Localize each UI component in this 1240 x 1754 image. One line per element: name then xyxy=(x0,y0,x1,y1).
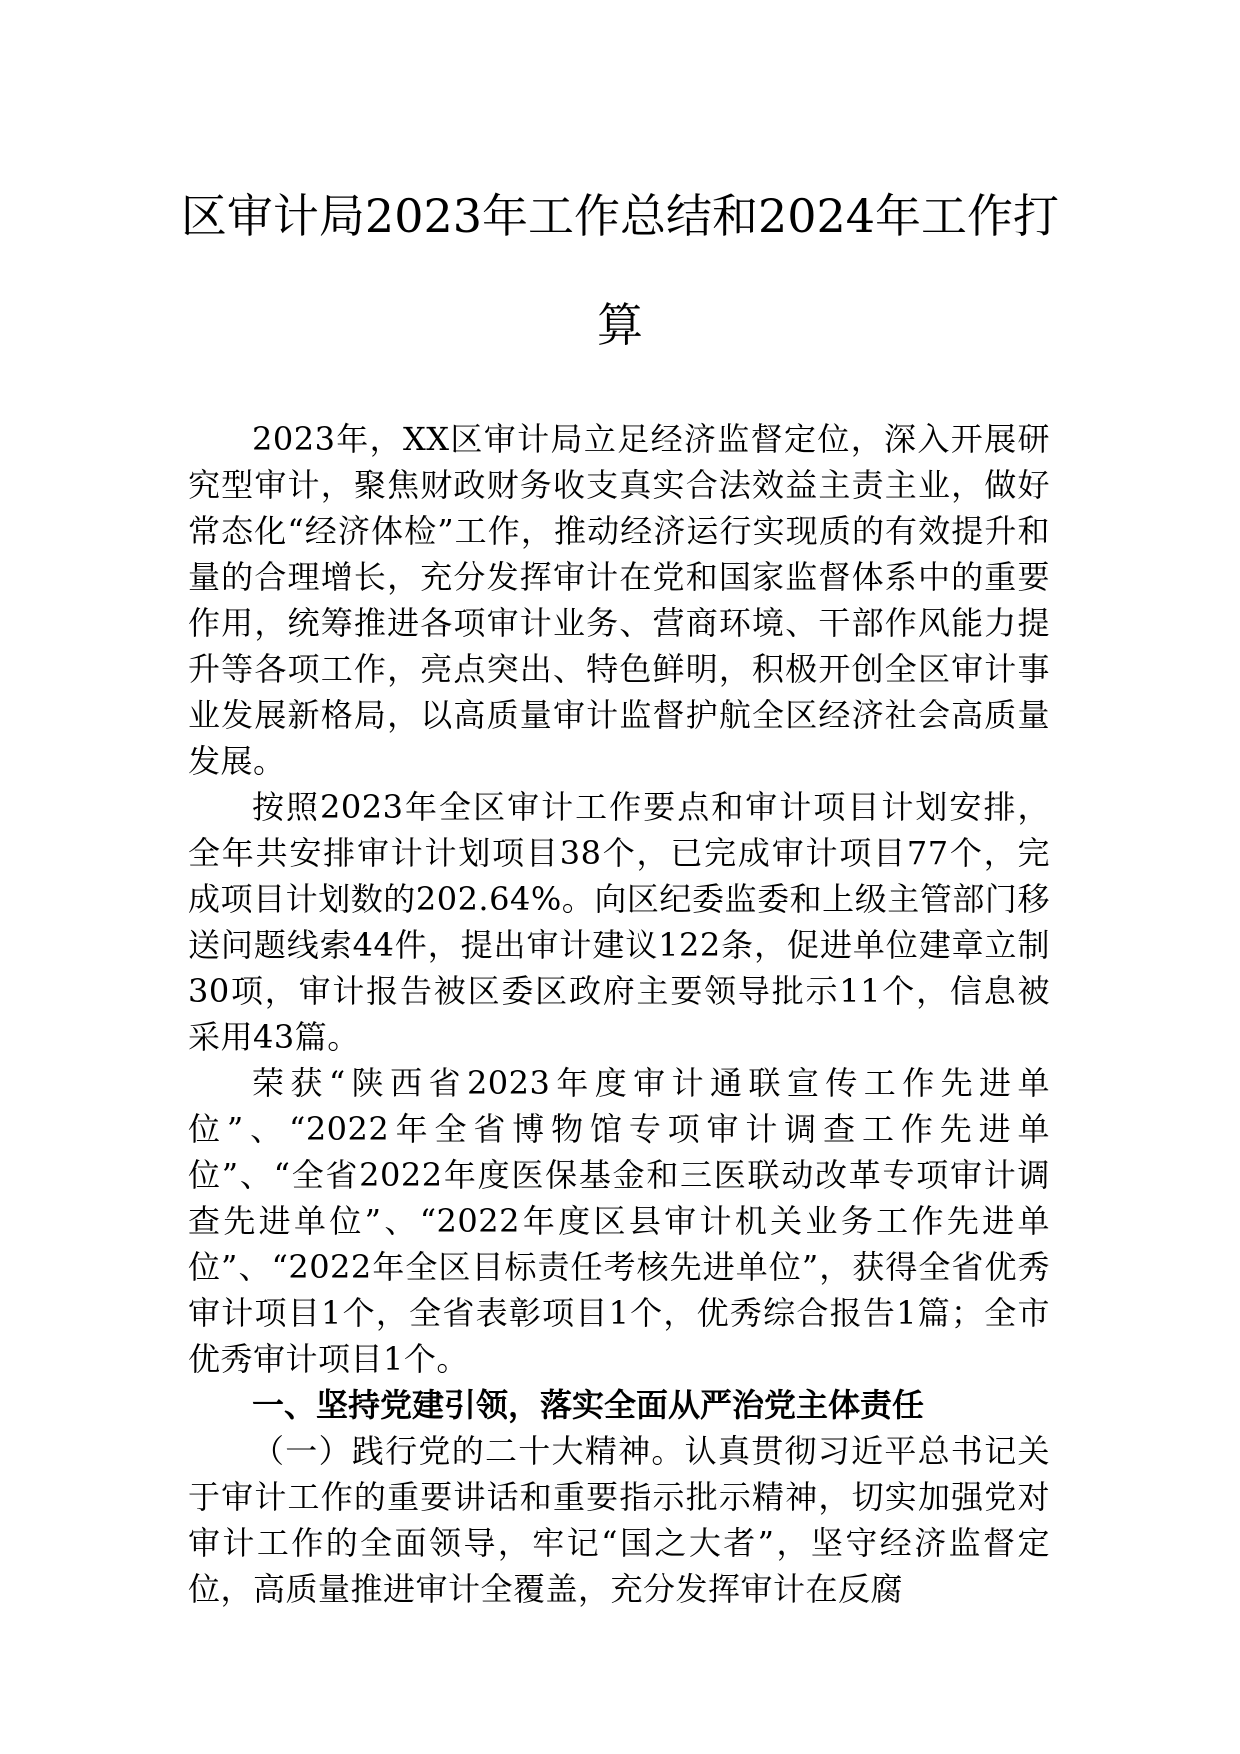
paragraph-summary: 2023年，XX区审计局立足经济监督定位，深入开展研究型审计，聚焦财政财务收支真实合法效益主责主业，做好常态化“经济体检”工作，推动经济运行实现质的有效提升和量的合理增长，充分发挥审计在党和国家监督体系中的重要作用，统筹推进各项审计业务、营商环境、干部作风能力提升等各项工作，亮点突出、特色鲜明，积极开创全区审计事业发展新格局，以高质量审计监督护航全区经济社会高质量发展。 xyxy=(188,420,1050,780)
subsection-paragraph: （一）践行党的二十大精神。认真贯彻习近平总书记关于审计工作的重要讲话和重要指示批示精神，切实加强党对审计工作的全面领导，牢记“国之大者”，坚守经济监督定位，高质量推进审计全覆盖，充分发挥审计在反腐 xyxy=(188,1432,1050,1608)
paragraph-statistics: 按照2023年全区审计工作要点和审计项目计划安排，全年共安排审计计划项目38个，已完成审计项目77个，完成项目计划数的202.64%。向区纪委监委和上级主管部门移送问题线索44件，提出审计建议122条，促进单位建章立制30项，审计报告被区委区政府主要领导批示11个，信息被采用43篇。 xyxy=(188,788,1050,1056)
section-heading: 一、坚持党建引领，落实全面从严治党主体责任 xyxy=(252,1386,925,1424)
document-body xyxy=(188,416,1050,1612)
document-title-line-1: 区审计局2023年工作总结和2024年工作打 xyxy=(180,189,1060,243)
document-title-line-2: 算 xyxy=(597,298,643,352)
paragraph-honors: 荣获“陕西省2023年度审计通联宣传工作先进单位”、“2022年全省博物馆专项审计调查工作先进单位”、“全省2022年度医保基金和三医联动改革专项审计调查先进单位”、“2022年度区县审计机关业务工作先进单位”、“2022年全区目标责任考核先进单位”，获得全省优秀审计项目1个，全省表彰项目1个，优秀综合报告1篇；全市优秀审计项目1个。 xyxy=(188,1064,1050,1378)
